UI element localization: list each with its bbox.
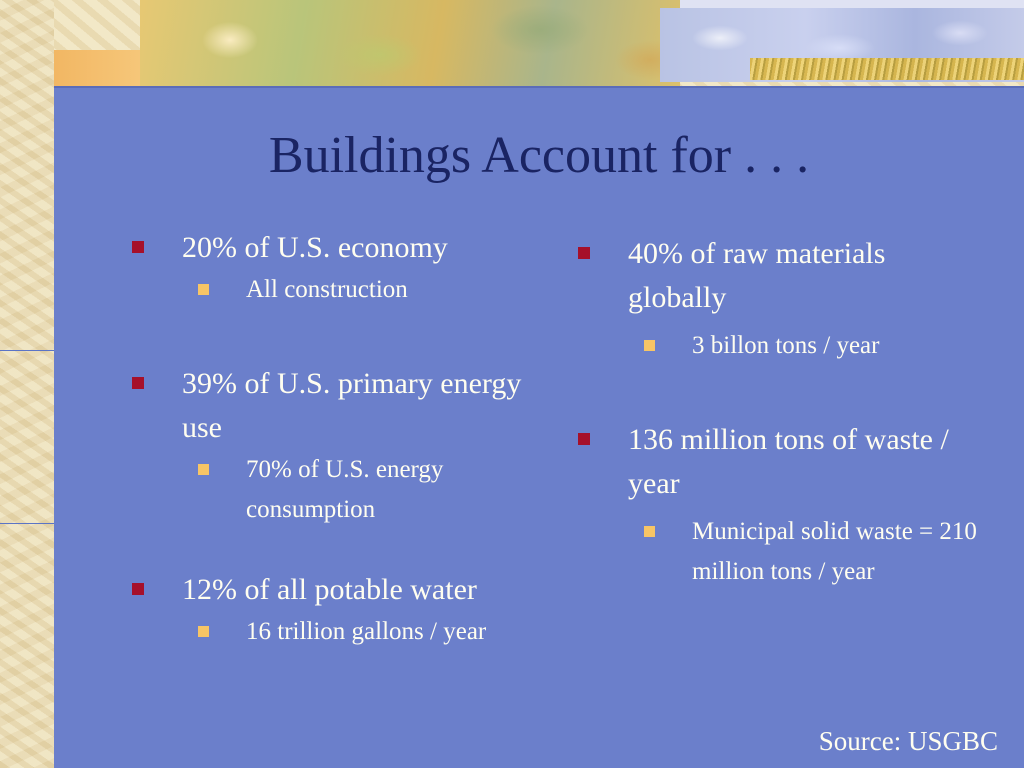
sub-list-item	[128, 450, 548, 530]
bullet-text: 20% of U.S. economy	[182, 231, 448, 264]
bullet-text: 12% of all potable water	[182, 573, 477, 606]
bullet-text: 39% of U.S. primary energy use	[182, 367, 522, 444]
square-bullet-icon	[132, 583, 144, 595]
list-item	[128, 568, 548, 612]
parchment-sidebar	[0, 0, 54, 768]
square-bullet-icon	[132, 241, 144, 253]
sub-bullet-text: Municipal solid waste = 210 million tons / year	[692, 518, 977, 585]
slide-title: Buildings Account for . . .	[268, 127, 810, 184]
square-bullet-icon	[644, 340, 655, 351]
list-item	[574, 418, 984, 506]
square-bullet-icon	[198, 284, 209, 295]
square-bullet-icon	[198, 626, 209, 637]
sub-bullet-text: 16 trillion gallons / year	[246, 618, 487, 645]
grass-image	[750, 58, 1024, 80]
square-bullet-icon	[578, 433, 590, 445]
list-item	[128, 362, 548, 450]
divider	[0, 350, 54, 351]
sub-list-item	[128, 612, 548, 652]
source-credit: Source: USGBC	[818, 726, 998, 756]
divider	[0, 523, 54, 524]
list-item	[574, 232, 984, 320]
sub-bullet-text: 70% of U.S. energy consumption	[246, 456, 444, 523]
banner-strip	[680, 0, 1024, 8]
leaves-image	[140, 0, 680, 86]
list-item	[128, 226, 548, 270]
sub-bullet-text: 3 billon tons / year	[692, 332, 880, 359]
bullet-text: 136 million tons of waste / year	[628, 423, 949, 500]
sub-list-item	[574, 512, 984, 592]
left-column	[128, 226, 548, 652]
bullet-text: 40% of raw materials globally	[628, 237, 886, 314]
square-bullet-icon	[132, 377, 144, 389]
square-bullet-icon	[644, 526, 655, 537]
square-bullet-icon	[198, 464, 209, 475]
right-column	[574, 232, 984, 592]
sub-bullet-text: All construction	[246, 276, 408, 303]
sub-list-item	[128, 270, 548, 310]
panel-edge	[54, 86, 1024, 88]
square-bullet-icon	[578, 247, 590, 259]
sub-list-item	[574, 326, 984, 366]
